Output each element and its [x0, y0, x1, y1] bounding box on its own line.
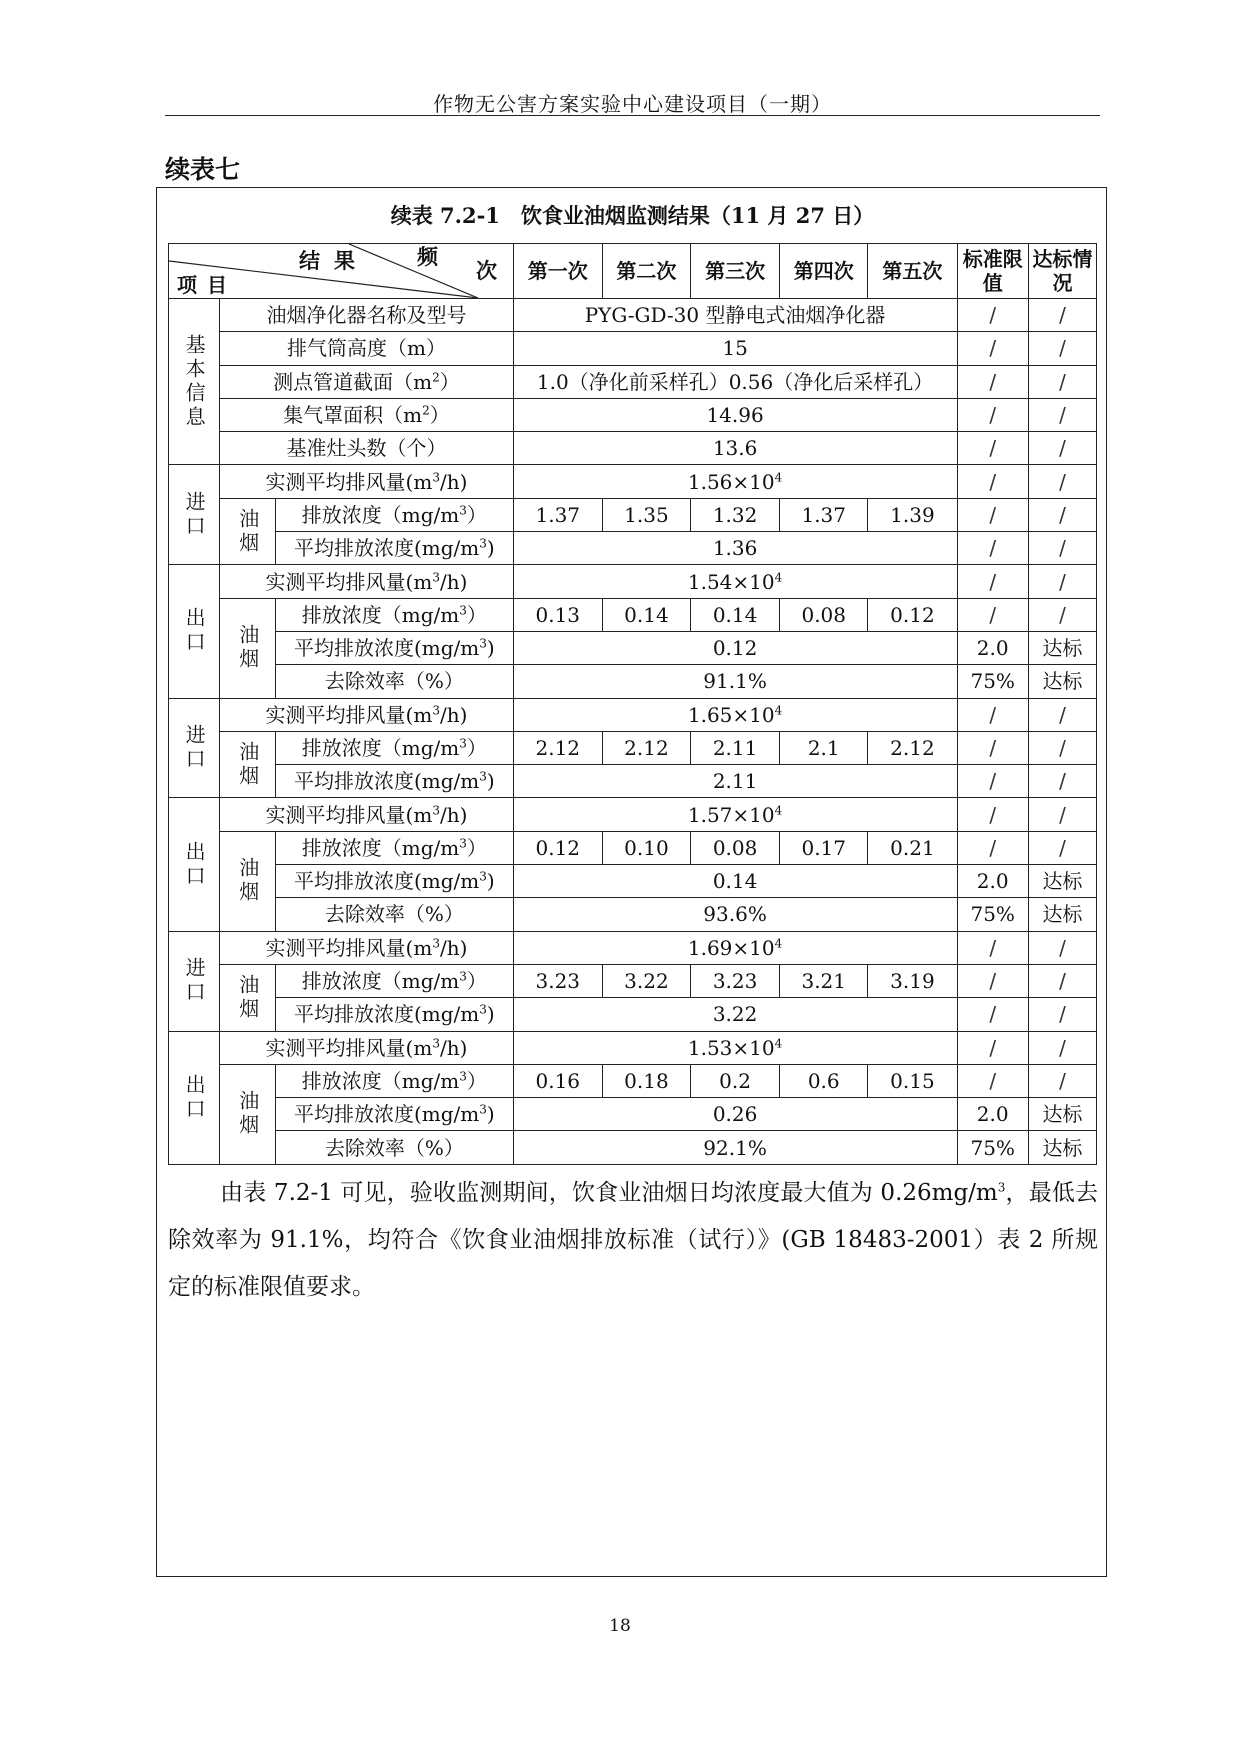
compliance-cell: / — [1028, 964, 1096, 997]
standard-limit-cell: / — [957, 465, 1028, 498]
average-label-unit: ) — [486, 769, 495, 794]
flow-label — [220, 931, 513, 964]
concentration-label-unit: ） — [466, 736, 487, 760]
standard-limit-cell: / — [957, 931, 1028, 964]
concentration-label-text: 排放浓度（mg/m — [301, 502, 460, 527]
concentration-value: 0.17 — [780, 831, 868, 864]
group-outlet: 出口 — [169, 1031, 220, 1164]
flow-label-sup: 3 — [432, 569, 440, 584]
average-value: 0.14 — [513, 865, 957, 898]
average-value: 3.22 — [513, 998, 957, 1031]
flow-value — [513, 698, 957, 731]
efficiency-row — [169, 665, 1097, 698]
flow-label-text: 实测平均排风量(m — [265, 935, 433, 960]
concentration-label-sup: 3 — [459, 503, 467, 518]
header-run-1: 第一次 — [513, 244, 602, 299]
concentration-label-unit: ） — [466, 602, 487, 627]
concentration-value: 3.23 — [690, 964, 779, 997]
compliance-cell: 达标 — [1028, 631, 1096, 664]
concentration-value: 1.37 — [513, 498, 602, 531]
diag-result: 结果 — [299, 248, 369, 273]
concentration-label-text: 排放浓度（mg/m — [301, 835, 460, 860]
compliance-cell: / — [1028, 998, 1096, 1031]
average-label-text: 平均排放浓度(mg/m — [293, 869, 480, 894]
average-label — [276, 998, 514, 1031]
standard-limit-cell: / — [957, 998, 1028, 1031]
concentration-value: 3.19 — [868, 964, 957, 997]
flow-row — [169, 1031, 1097, 1064]
average-value: 2.11 — [513, 765, 957, 798]
concentration-label — [276, 598, 514, 631]
concentration-label-text: 排放浓度（mg/m — [301, 736, 460, 760]
standard-limit-cell: / — [957, 498, 1028, 531]
basic-value: 1.0（净化前采样孔）0.56（净化后采样孔） — [513, 365, 957, 398]
standard-limit-cell: 2.0 — [957, 1098, 1028, 1131]
average-label-text: 平均排放浓度(mg/m — [293, 769, 480, 794]
standard-limit-cell: 2.0 — [957, 865, 1028, 898]
flow-label-text: 实测平均排风量(m — [265, 1035, 433, 1060]
basic-value: PYG-GD-30 型静电式油烟净化器 — [513, 299, 957, 332]
concentration-label-sup: 3 — [459, 603, 467, 618]
concentration-value: 0.10 — [602, 831, 690, 864]
efficiency-label: 去除效率（%） — [276, 898, 514, 931]
compliance-cell: 达标 — [1028, 1131, 1096, 1164]
average-value: 0.12 — [513, 631, 957, 664]
flow-value-sup: 4 — [774, 703, 783, 718]
average-label-unit: ) — [486, 636, 495, 661]
concentration-value: 0.12 — [513, 831, 602, 864]
average-value: 1.36 — [513, 532, 957, 565]
compliance-cell: / — [1028, 532, 1096, 565]
concentration-label-text: 排放浓度（mg/m — [301, 602, 460, 627]
concentration-label-unit: ） — [466, 969, 487, 994]
average-label — [276, 532, 514, 565]
concentration-value: 1.39 — [868, 498, 957, 531]
flow-row — [169, 465, 1097, 498]
header-standard-limit: 标准限值 — [957, 244, 1028, 299]
concentration-label-unit: ） — [466, 502, 487, 527]
compliance-cell: / — [1028, 765, 1096, 798]
basic-label-text: 测点管道截面（m — [273, 369, 433, 394]
concentration-value: 1.37 — [780, 498, 868, 531]
compliance-cell: / — [1028, 365, 1096, 398]
average-label-sup: 3 — [479, 1002, 487, 1017]
average-label-unit: ) — [486, 1102, 495, 1127]
group-inlet: 进口 — [169, 931, 220, 1031]
monitoring-table — [168, 243, 1097, 1165]
compliance-cell: / — [1028, 731, 1096, 764]
compliance-cell: / — [1028, 1064, 1096, 1097]
basic-label-unit: ） — [439, 369, 460, 394]
average-label-unit: ) — [486, 869, 495, 894]
concentration-value: 0.15 — [868, 1064, 957, 1097]
compliance-cell: 达标 — [1028, 665, 1096, 698]
conclusion-text-2: ，最低去除效率为 91.1%，均符合《饮食业油烟排放标准（试行）》(GB 18483-2001）表 2 所规定的标准限值要求。 — [168, 1180, 1099, 1300]
header-run-4: 第四次 — [780, 244, 868, 299]
efficiency-label: 去除效率（%） — [276, 665, 514, 698]
flow-label-sup: 3 — [432, 1036, 440, 1051]
flow-value-sup: 4 — [774, 802, 783, 817]
group-inlet: 进口 — [169, 698, 220, 798]
concentration-row — [169, 964, 1097, 997]
sub-group-fume: 油烟 — [220, 831, 276, 931]
concentration-label-text: 排放浓度（mg/m — [301, 1068, 460, 1093]
concentration-label-sup: 3 — [459, 1069, 467, 1084]
flow-row — [169, 698, 1097, 731]
header-run-5: 第五次 — [868, 244, 957, 299]
flow-value-text: 1.53×10 — [687, 1035, 775, 1060]
concentration-row — [169, 831, 1097, 864]
concentration-value: 0.18 — [602, 1064, 690, 1097]
page-header-title: 作物无公害方案实验中心建设项目（一期） — [433, 92, 832, 116]
compliance-cell: / — [1028, 798, 1096, 831]
flow-value-text: 1.54×10 — [687, 569, 775, 594]
average-label-text: 平均排放浓度(mg/m — [293, 636, 480, 661]
concentration-label — [276, 1064, 514, 1097]
average-row — [169, 765, 1097, 798]
flow-label-text: 实测平均排风量(m — [265, 569, 433, 594]
flow-value-text: 1.65×10 — [687, 702, 775, 727]
concentration-value: 3.22 — [602, 964, 690, 997]
efficiency-value: 92.1% — [513, 1131, 957, 1164]
basic-value: 14.96 — [513, 398, 957, 431]
efficiency-value: 91.1% — [513, 665, 957, 698]
average-row — [169, 1098, 1097, 1131]
flow-value-text: 1.56×10 — [687, 469, 775, 494]
flow-label-unit: /h) — [439, 1035, 468, 1060]
section-title: 续表七 — [165, 155, 241, 184]
header-rule — [165, 115, 1100, 116]
standard-limit-cell: / — [957, 432, 1028, 465]
standard-limit-cell: / — [957, 299, 1028, 332]
average-row — [169, 998, 1097, 1031]
concentration-row — [169, 598, 1097, 631]
average-label-unit: ) — [486, 1002, 495, 1027]
compliance-cell: / — [1028, 931, 1096, 964]
flow-label — [220, 698, 513, 731]
standard-limit-cell: 2.0 — [957, 631, 1028, 664]
standard-limit-cell: 75% — [957, 1131, 1028, 1164]
average-row — [169, 865, 1097, 898]
concentration-label-sup: 3 — [459, 969, 467, 984]
flow-value — [513, 465, 957, 498]
flow-value — [513, 565, 957, 598]
average-row — [169, 532, 1097, 565]
sub-group-fume: 油烟 — [220, 1064, 276, 1164]
average-label-sup: 3 — [479, 1102, 487, 1117]
average-label — [276, 865, 514, 898]
standard-limit-cell: 75% — [957, 898, 1028, 931]
diagonal-header — [169, 244, 514, 299]
concentration-value: 2.12 — [868, 731, 957, 764]
basic-value: 15 — [513, 332, 957, 365]
standard-limit-cell: / — [957, 964, 1028, 997]
compliance-cell: / — [1028, 465, 1096, 498]
basic-info-row — [169, 365, 1097, 398]
basic-info-row — [169, 299, 1097, 332]
flow-value — [513, 1031, 957, 1064]
compliance-cell: / — [1028, 498, 1096, 531]
basic-label-text: 集气罩面积（m — [283, 403, 423, 428]
standard-limit-cell: / — [957, 698, 1028, 731]
average-label-unit: ) — [486, 536, 495, 561]
concentration-value: 0.12 — [868, 598, 957, 631]
concentration-value: 3.21 — [780, 964, 868, 997]
compliance-cell: / — [1028, 332, 1096, 365]
header-run-3: 第三次 — [690, 244, 779, 299]
group-outlet: 出口 — [169, 565, 220, 698]
standard-limit-cell: / — [957, 598, 1028, 631]
standard-limit-cell: / — [957, 731, 1028, 764]
sub-group-fume: 油烟 — [220, 731, 276, 798]
flow-row — [169, 931, 1097, 964]
efficiency-row — [169, 898, 1097, 931]
conclusion-text-1: 由表 7.2-1 可见，验收监测期间，饮食业油烟日均浓度最大值为 0.26mg/m — [220, 1180, 998, 1206]
flow-label — [220, 565, 513, 598]
table-caption: 续表 7.2-1 饮食业油烟监测结果（11 月 27 日） — [390, 203, 875, 228]
concentration-value: 2.11 — [690, 731, 779, 764]
flow-label-unit: /h) — [439, 569, 468, 594]
flow-label-unit: /h) — [439, 702, 468, 727]
flow-label-unit: /h) — [439, 802, 468, 827]
flow-label-unit: /h) — [439, 935, 468, 960]
concentration-row — [169, 1064, 1097, 1097]
standard-limit-cell: / — [957, 798, 1028, 831]
concentration-row — [169, 498, 1097, 531]
concentration-value: 0.21 — [868, 831, 957, 864]
flow-value — [513, 931, 957, 964]
average-label — [276, 631, 514, 664]
flow-label — [220, 798, 513, 831]
basic-info-row — [169, 332, 1097, 365]
concentration-value: 0.08 — [690, 831, 779, 864]
compliance-cell: / — [1028, 398, 1096, 431]
compliance-cell: / — [1028, 698, 1096, 731]
average-value: 0.26 — [513, 1098, 957, 1131]
basic-info-row — [169, 398, 1097, 431]
basic-label — [220, 398, 513, 431]
flow-value-sup: 4 — [774, 569, 783, 584]
standard-limit-cell: / — [957, 565, 1028, 598]
average-label — [276, 765, 514, 798]
average-label-sup: 3 — [479, 536, 487, 551]
basic-label: 排气筒高度（m） — [220, 332, 513, 365]
sub-group-fume: 油烟 — [220, 598, 276, 698]
standard-limit-cell: / — [957, 831, 1028, 864]
average-label-sup: 3 — [479, 636, 487, 651]
concentration-label-unit: ） — [466, 835, 487, 860]
average-label-sup: 3 — [479, 769, 487, 784]
flow-label — [220, 1031, 513, 1064]
efficiency-label: 去除效率（%） — [276, 1131, 514, 1164]
compliance-cell: 达标 — [1028, 865, 1096, 898]
average-label-text: 平均排放浓度(mg/m — [293, 1002, 480, 1027]
standard-limit-cell: / — [957, 332, 1028, 365]
standard-limit-cell: / — [957, 765, 1028, 798]
average-label-sup: 3 — [479, 869, 487, 884]
standard-limit-cell: / — [957, 398, 1028, 431]
compliance-cell: / — [1028, 598, 1096, 631]
concentration-value: 1.32 — [690, 498, 779, 531]
flow-row — [169, 565, 1097, 598]
concentration-value: 2.12 — [513, 731, 602, 764]
flow-value-sup: 4 — [774, 469, 783, 484]
flow-value-text: 1.69×10 — [687, 935, 775, 960]
compliance-cell: / — [1028, 1031, 1096, 1064]
concentration-value: 0.13 — [513, 598, 602, 631]
table-header-row — [169, 244, 1097, 299]
basic-label-sup: 2 — [432, 370, 440, 385]
diag-freq: 频 — [417, 244, 438, 269]
group-inlet: 进口 — [169, 465, 220, 565]
flow-label-sup: 3 — [432, 802, 440, 817]
page-number: 18 — [609, 1616, 631, 1636]
concentration-value: 2.12 — [602, 731, 690, 764]
concentration-value: 1.35 — [602, 498, 690, 531]
concentration-value: 0.08 — [780, 598, 868, 631]
flow-label-text: 实测平均排风量(m — [265, 469, 433, 494]
standard-limit-cell: / — [957, 532, 1028, 565]
conclusion-sup: 3 — [997, 1180, 1006, 1195]
concentration-value: 0.2 — [690, 1064, 779, 1097]
concentration-label-sup: 3 — [459, 736, 467, 751]
concentration-value: 3.23 — [513, 964, 602, 997]
compliance-cell: 达标 — [1028, 898, 1096, 931]
compliance-cell: / — [1028, 299, 1096, 332]
flow-label-sup: 3 — [432, 703, 440, 718]
flow-label-text: 实测平均排风量(m — [265, 702, 433, 727]
efficiency-value: 93.6% — [513, 898, 957, 931]
concentration-value: 0.16 — [513, 1064, 602, 1097]
sub-group-fume: 油烟 — [220, 964, 276, 1031]
basic-label-sup: 2 — [422, 403, 430, 418]
sub-group-fume: 油烟 — [220, 498, 276, 565]
standard-limit-cell: / — [957, 1031, 1028, 1064]
flow-value-sup: 4 — [774, 936, 783, 951]
standard-limit-cell: / — [957, 365, 1028, 398]
conclusion-paragraph — [168, 1170, 1098, 1311]
concentration-value: 0.6 — [780, 1064, 868, 1097]
compliance-cell: / — [1028, 565, 1096, 598]
basic-label: 油烟净化器名称及型号 — [220, 299, 513, 332]
flow-label-sup: 3 — [432, 469, 440, 484]
flow-value — [513, 798, 957, 831]
basic-info-row — [169, 432, 1097, 465]
header-compliance: 达标情况 — [1028, 244, 1096, 299]
average-label-text: 平均排放浓度(mg/m — [293, 536, 480, 561]
flow-label-unit: /h) — [439, 469, 468, 494]
flow-value-sup: 4 — [774, 1036, 783, 1051]
concentration-label-unit: ） — [466, 1068, 487, 1093]
flow-value-text: 1.57×10 — [687, 802, 775, 827]
concentration-row — [169, 731, 1097, 764]
basic-label — [220, 365, 513, 398]
concentration-label-sup: 3 — [459, 836, 467, 851]
concentration-value: 0.14 — [602, 598, 690, 631]
basic-value: 13.6 — [513, 432, 957, 465]
flow-label-sup: 3 — [432, 936, 440, 951]
average-label-text: 平均排放浓度(mg/m — [293, 1102, 480, 1127]
standard-limit-cell: / — [957, 1064, 1028, 1097]
concentration-value: 0.14 — [690, 598, 779, 631]
basic-label-unit: ） — [429, 403, 450, 428]
average-row — [169, 631, 1097, 664]
compliance-cell: / — [1028, 831, 1096, 864]
concentration-value: 2.1 — [780, 731, 868, 764]
diag-ci: 次 — [476, 258, 497, 283]
efficiency-row — [169, 1131, 1097, 1164]
group-outlet: 出口 — [169, 798, 220, 931]
compliance-cell: 达标 — [1028, 1098, 1096, 1131]
concentration-label — [276, 731, 514, 764]
concentration-label — [276, 498, 514, 531]
header-run-2: 第二次 — [602, 244, 690, 299]
flow-label — [220, 465, 513, 498]
average-label — [276, 1098, 514, 1131]
concentration-label-text: 排放浓度（mg/m — [301, 969, 460, 994]
concentration-label — [276, 964, 514, 997]
compliance-cell: / — [1028, 432, 1096, 465]
flow-label-text: 实测平均排风量(m — [265, 802, 433, 827]
group-basic-info: 基本信息 — [169, 299, 220, 465]
standard-limit-cell: 75% — [957, 665, 1028, 698]
diag-item: 项目 — [177, 273, 237, 297]
flow-row — [169, 798, 1097, 831]
concentration-label — [276, 831, 514, 864]
basic-label: 基准灶头数（个） — [220, 432, 513, 465]
